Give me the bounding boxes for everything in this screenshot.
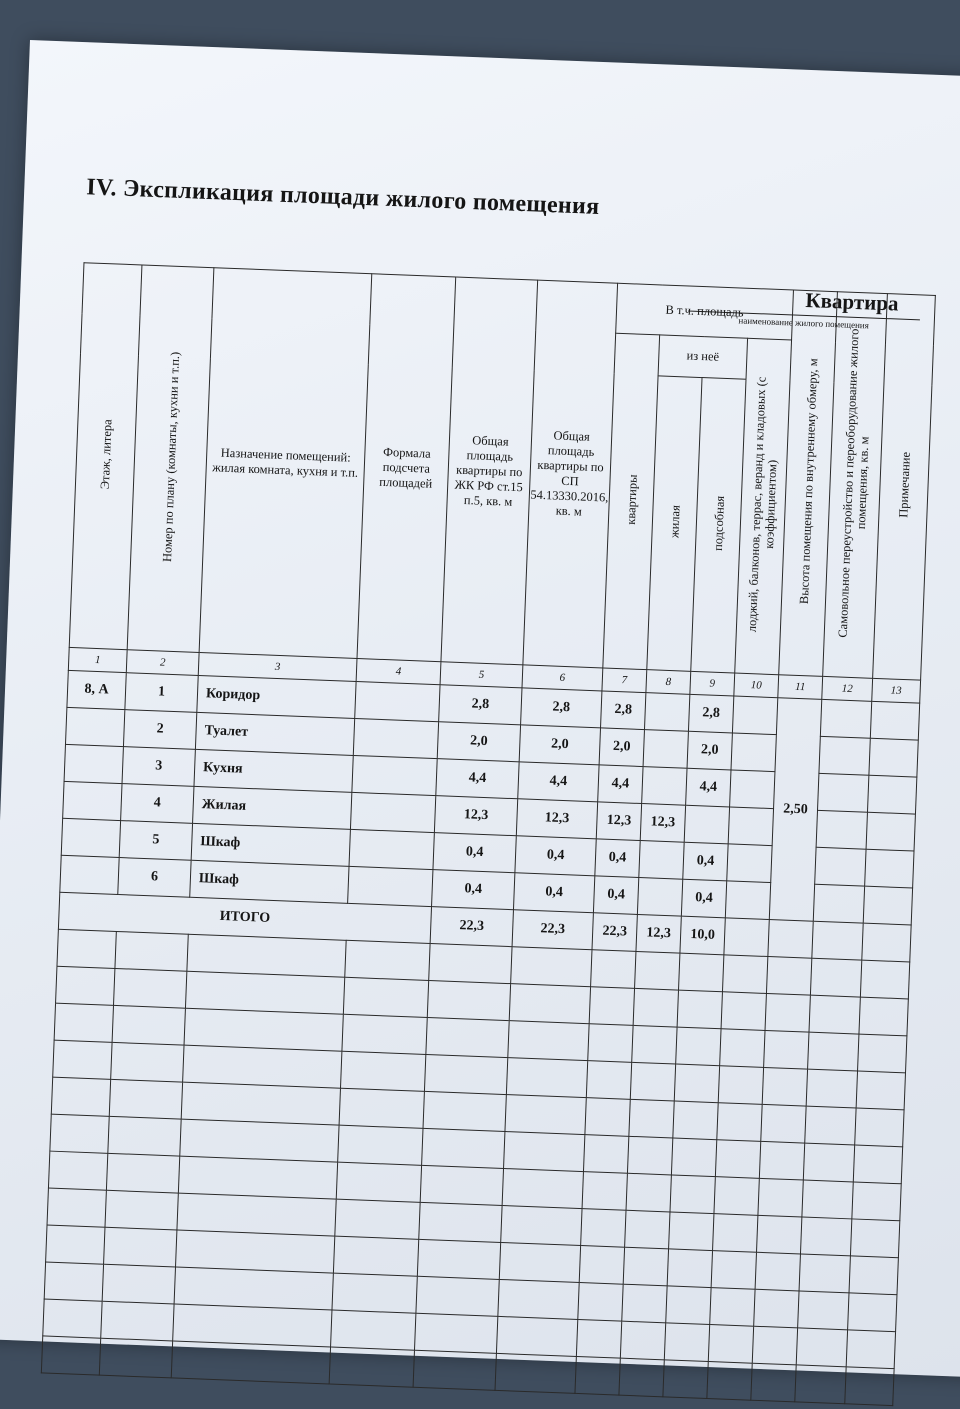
col-number: 4: [356, 659, 441, 685]
empty-cell: [576, 1319, 621, 1358]
unauthorized-sum: [812, 921, 863, 960]
empty-cell: [171, 1341, 330, 1384]
empty-cell: [111, 1042, 184, 1082]
empty-cell: [56, 966, 115, 1005]
empty-cell: [756, 1215, 801, 1254]
empty-cell: [48, 1151, 107, 1190]
empty-cell: [858, 1034, 907, 1073]
empty-cell: [625, 1210, 670, 1249]
empty-cell: [504, 1132, 585, 1172]
col-number: 2: [126, 650, 199, 676]
room-name: Жилая: [193, 786, 352, 829]
explication-table: [41, 262, 936, 1406]
empty-cell: [187, 934, 346, 977]
empty-cell: [671, 1138, 716, 1177]
empty-cell: [676, 1027, 721, 1066]
empty-cell: [664, 1323, 709, 1362]
col-number: 9: [690, 671, 735, 696]
empty-cell: [850, 1219, 899, 1258]
empty-cell: [795, 1365, 846, 1404]
document-title: IV. Экспликация площади жилого помещения: [85, 174, 600, 220]
empty-cell: [417, 1239, 500, 1279]
col-number: 6: [522, 665, 603, 691]
header-auxiliary: подсобная: [691, 377, 746, 673]
room-name: Шкаф: [191, 823, 350, 866]
header-unauthorized: Самовольное переустройство и переоборудование жилого помещения, кв. м: [823, 292, 888, 679]
header-subgroup: из неё: [658, 335, 748, 379]
formula-cell: [349, 829, 434, 869]
empty-cell: [44, 1262, 103, 1301]
empty-cell: [718, 1066, 763, 1105]
total-sp-sum: 22,3: [512, 910, 593, 950]
empty-cell: [505, 1095, 586, 1135]
total-zk-cell: 2,8: [439, 685, 522, 725]
empty-cell: [426, 1017, 509, 1057]
empty-cell: [806, 1069, 857, 1108]
empty-cell: [502, 1169, 583, 1209]
empty-cell: [579, 1246, 624, 1285]
empty-cell: [336, 1162, 421, 1202]
empty-cell: [339, 1088, 424, 1128]
empty-cell: [759, 1141, 804, 1180]
header-plan-number: Номер по плану (комнаты, кухни и т.п.): [127, 265, 214, 652]
empty-cell: [808, 1032, 859, 1071]
unauthorized-cell: [815, 847, 866, 886]
room-number: 6: [118, 858, 191, 898]
empty-cell: [855, 1108, 904, 1147]
empty-cell: [335, 1199, 420, 1239]
auxiliary-cell: 2,0: [687, 731, 732, 770]
empty-cell: [859, 997, 908, 1036]
empty-cell: [183, 1045, 342, 1088]
floor-cell: [60, 855, 119, 894]
total-zk-cell: 2,0: [437, 722, 520, 762]
empty-cell: [720, 1029, 765, 1068]
empty-cell: [329, 1347, 414, 1387]
empty-cell: [619, 1358, 664, 1397]
empty-cell: [185, 971, 344, 1014]
empty-cell: [632, 1025, 677, 1064]
col-number: 11: [778, 675, 823, 700]
empty-cell: [50, 1114, 109, 1153]
empty-cell: [761, 1104, 806, 1143]
empty-cell: [754, 1289, 799, 1328]
empty-cell: [43, 1299, 102, 1338]
empty-cell: [112, 1005, 185, 1045]
empty-cell: [178, 1156, 337, 1199]
formula-cell: [348, 866, 433, 906]
header-loggia: лоджий, балконов, террас, веранд и кладовых (с коэффициентом): [735, 338, 792, 674]
total-zk-sum: 22,3: [430, 907, 513, 947]
empty-cell: [800, 1217, 851, 1256]
empty-cell: [54, 1003, 113, 1042]
empty-cell: [331, 1310, 416, 1350]
loggia-cell: [728, 807, 773, 846]
empty-cell: [810, 958, 861, 997]
empty-cell: [722, 955, 767, 994]
empty-cell: [798, 1291, 849, 1330]
empty-cell: [419, 1202, 502, 1242]
empty-cell: [498, 1279, 579, 1319]
header-living: жилая: [647, 376, 702, 672]
empty-cell: [670, 1175, 715, 1214]
loggia-cell: [732, 696, 777, 735]
empty-cell: [499, 1242, 580, 1282]
empty-cell: [589, 987, 634, 1026]
empty-cell: [511, 947, 592, 987]
empty-cell: [630, 1062, 675, 1101]
col-number: 3: [198, 652, 357, 681]
empty-cell: [707, 1362, 752, 1401]
header-total-sp: Общая площадь квартиры по СП 54.13330.2016, кв. м: [523, 280, 618, 668]
empty-cell: [423, 1091, 506, 1131]
empty-cell: [174, 1267, 333, 1310]
empty-cell: [345, 940, 430, 980]
empty-cell: [184, 1008, 343, 1051]
total-zk-cell: 0,4: [432, 870, 515, 910]
empty-cell: [115, 931, 188, 971]
empty-cell: [414, 1313, 497, 1353]
empty-cell: [667, 1249, 712, 1288]
header-group: В т.ч. площадь: [616, 283, 794, 340]
note-cell: [867, 775, 916, 814]
col-number: 13: [872, 678, 921, 703]
living-cell: [637, 877, 682, 916]
col-number: 1: [68, 647, 127, 672]
dwelling-caption: наименование жилого помещения: [738, 315, 870, 331]
floor-cell: [65, 707, 124, 746]
floor-cell: 8, А: [67, 670, 126, 709]
empty-cell: [180, 1119, 339, 1162]
total-sp-cell: 0,4: [515, 836, 596, 876]
room-number: 1: [125, 673, 198, 713]
floor-cell: [61, 818, 120, 857]
room-number: 5: [119, 821, 192, 861]
empty-cell: [427, 980, 510, 1020]
empty-cell: [114, 968, 187, 1008]
empty-cell: [713, 1214, 758, 1253]
total-zk-cell: 4,4: [436, 759, 519, 799]
empty-cell: [853, 1145, 902, 1184]
loggia-cell: [731, 733, 776, 772]
loggia-sum: [724, 918, 769, 957]
height-cell: 2,50: [769, 698, 821, 922]
empty-cell: [583, 1135, 628, 1174]
empty-cell: [501, 1205, 582, 1245]
empty-cell: [623, 1247, 668, 1286]
total-zk-cell: 12,3: [434, 796, 517, 836]
formula-cell: [350, 792, 435, 832]
empty-cell: [622, 1284, 667, 1323]
empty-cell: [496, 1316, 577, 1356]
empty-cell: [677, 990, 722, 1029]
floor-cell: [63, 781, 122, 820]
floor-cell: [64, 744, 123, 783]
empty-cell: [679, 953, 724, 992]
empty-cell: [846, 1330, 895, 1369]
note-cell: [870, 701, 919, 740]
document-page: [0, 40, 960, 1377]
empty-cell: [674, 1064, 719, 1103]
empty-cell: [177, 1193, 336, 1236]
auxiliary-cell: 0,4: [683, 842, 728, 881]
empty-cell: [420, 1165, 503, 1205]
note-cell: [863, 886, 912, 925]
unauthorized-cell: [819, 736, 870, 775]
empty-cell: [635, 951, 680, 990]
apartment-cell: 12,3: [596, 802, 641, 841]
empty-cell: [575, 1356, 620, 1395]
total-sp-cell: 2,0: [519, 725, 600, 765]
dwelling-name: Квартира: [688, 283, 921, 320]
empty-cell: [629, 1099, 674, 1138]
empty-cell: [673, 1101, 718, 1140]
col-number: 5: [440, 662, 523, 688]
empty-cell: [721, 992, 766, 1031]
auxiliary-sum: 10,0: [680, 916, 725, 955]
empty-cell: [588, 1024, 633, 1063]
empty-cell: [581, 1209, 626, 1248]
empty-cell: [666, 1286, 711, 1325]
empty-cell: [53, 1040, 112, 1079]
living-sum: 12,3: [636, 914, 681, 953]
header-apartment: квартиры: [603, 333, 660, 669]
empty-cell: [766, 957, 811, 996]
apartment-cell: 2,8: [601, 691, 646, 730]
apartment-cell: 2,0: [599, 728, 644, 767]
empty-cell: [340, 1051, 425, 1091]
auxiliary-cell: [684, 805, 729, 844]
empty-cell: [343, 977, 428, 1017]
living-cell: [643, 730, 688, 769]
empty-cell: [710, 1288, 755, 1327]
header-purpose: Назначение помещений: жилая комната, кухня и т.п.: [199, 268, 372, 659]
empty-cell: [669, 1212, 714, 1251]
empty-cell: [799, 1254, 850, 1293]
empty-cell: [106, 1153, 179, 1193]
unauthorized-cell: [816, 810, 867, 849]
empty-cell: [805, 1106, 856, 1145]
room-name: Кухня: [194, 749, 353, 792]
room-number: 4: [121, 784, 194, 824]
empty-cell: [586, 1061, 631, 1100]
total-sp-cell: 12,3: [516, 799, 597, 839]
empty-cell: [714, 1177, 759, 1216]
total-zk-cell: 0,4: [433, 833, 516, 873]
empty-cell: [633, 988, 678, 1027]
empty-cell: [755, 1252, 800, 1291]
header-total-zk: Общая площадь квартиры по ЖК РФ ст.15 п.5, кв. м: [441, 277, 538, 665]
empty-cell: [620, 1321, 665, 1360]
empty-cell: [99, 1338, 172, 1378]
empty-cell: [413, 1350, 496, 1390]
empty-cell: [102, 1264, 175, 1304]
room-number: 2: [123, 710, 196, 750]
empty-cell: [422, 1128, 505, 1168]
empty-cell: [856, 1071, 905, 1110]
loggia-cell: [730, 770, 775, 809]
empty-cell: [416, 1276, 499, 1316]
empty-cell: [845, 1367, 894, 1406]
room-name: Коридор: [197, 675, 356, 718]
loggia-cell: [727, 844, 772, 883]
note-cell: [865, 849, 914, 888]
empty-cell: [173, 1304, 332, 1347]
empty-cell: [509, 984, 590, 1024]
empty-cell: [176, 1230, 335, 1273]
living-cell: 12,3: [640, 804, 685, 843]
auxiliary-cell: 0,4: [681, 879, 726, 918]
empty-cell: [338, 1125, 423, 1165]
unauthorized-cell: [820, 699, 871, 738]
total-label: ИТОГО: [58, 892, 431, 943]
room-name: Шкаф: [190, 860, 349, 903]
empty-cell: [47, 1188, 106, 1227]
note-cell: [866, 812, 915, 851]
empty-cell: [51, 1077, 110, 1116]
formula-cell: [355, 681, 440, 721]
apartment-cell: 0,4: [595, 839, 640, 878]
empty-cell: [578, 1282, 623, 1321]
empty-cell: [849, 1256, 898, 1295]
empty-cell: [751, 1363, 796, 1402]
loggia-cell: [725, 881, 770, 920]
empty-cell: [582, 1172, 627, 1211]
header-formula: Формала подсчета площадей: [357, 274, 456, 662]
empty-cell: [342, 1014, 427, 1054]
empty-cell: [809, 995, 860, 1034]
empty-cell: [333, 1236, 418, 1276]
empty-cell: [752, 1326, 797, 1365]
auxiliary-cell: 4,4: [686, 768, 731, 807]
empty-cell: [796, 1328, 847, 1367]
note-cell: [869, 738, 918, 777]
empty-cell: [101, 1301, 174, 1341]
apartment-sum: 22,3: [592, 913, 637, 952]
empty-cell: [848, 1293, 897, 1332]
empty-cell: [105, 1190, 178, 1230]
unauthorized-cell: [818, 773, 869, 812]
empty-cell: [332, 1273, 417, 1313]
empty-cell: [41, 1336, 100, 1375]
empty-cell: [181, 1082, 340, 1125]
empty-cell: [495, 1353, 576, 1393]
total-sp-cell: 2,8: [521, 688, 602, 728]
total-sp-cell: 4,4: [518, 762, 599, 802]
room-number: 3: [122, 747, 195, 787]
formula-cell: [353, 718, 438, 758]
empty-cell: [708, 1325, 753, 1364]
empty-cell: [506, 1058, 587, 1098]
living-cell: [644, 693, 689, 732]
empty-cell: [429, 944, 512, 984]
empty-cell: [764, 1030, 809, 1069]
header-height: Высота помещения по внутреннему обмеру, м: [779, 290, 838, 676]
apartment-cell: 0,4: [593, 876, 638, 915]
col-number: 12: [822, 676, 873, 701]
empty-cell: [585, 1098, 630, 1137]
empty-cell: [591, 950, 636, 989]
note-sum: [862, 923, 911, 962]
living-cell: [642, 767, 687, 806]
empty-cell: [715, 1140, 760, 1179]
height-sum: [768, 920, 813, 959]
empty-cell: [860, 960, 909, 999]
living-cell: [639, 841, 684, 880]
empty-cell: [803, 1143, 854, 1182]
empty-cell: [802, 1180, 853, 1219]
empty-cell: [627, 1136, 672, 1175]
empty-cell: [508, 1021, 589, 1061]
empty-cell: [762, 1067, 807, 1106]
empty-cell: [758, 1178, 803, 1217]
header-note: Примечание: [873, 294, 936, 681]
unauthorized-cell: [813, 884, 864, 923]
empty-cell: [663, 1360, 708, 1399]
empty-rows: [41, 929, 909, 1405]
room-name: Туалет: [195, 712, 354, 755]
empty-cell: [717, 1103, 762, 1142]
total-sp-cell: 0,4: [513, 873, 594, 913]
empty-cell: [109, 1079, 182, 1119]
auxiliary-cell: 2,8: [688, 694, 733, 733]
header-floor: Этаж, литера: [69, 263, 142, 650]
empty-cell: [852, 1182, 901, 1221]
col-number: 8: [646, 670, 691, 695]
col-number: 7: [602, 668, 647, 693]
empty-cell: [108, 1116, 181, 1156]
empty-cell: [46, 1225, 105, 1264]
empty-cell: [711, 1251, 756, 1290]
empty-cell: [626, 1173, 671, 1212]
empty-cell: [57, 929, 116, 968]
apartment-cell: 4,4: [598, 765, 643, 804]
empty-cell: [424, 1054, 507, 1094]
formula-cell: [352, 755, 437, 795]
empty-cell: [765, 993, 810, 1032]
col-number: 10: [734, 673, 779, 698]
empty-cell: [104, 1227, 177, 1267]
